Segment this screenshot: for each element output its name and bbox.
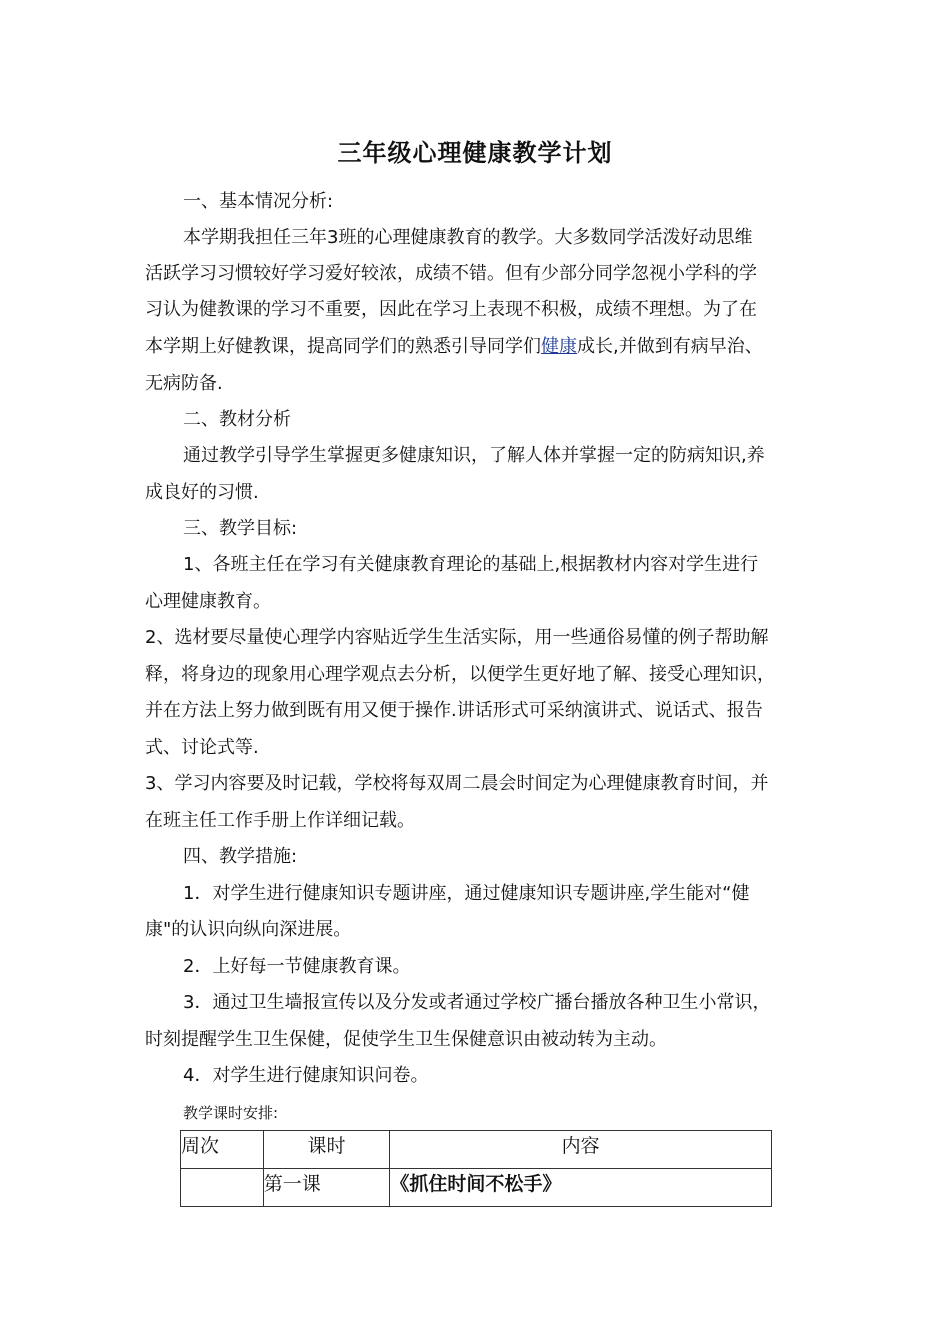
schedule-label: 教学课时安排:	[183, 1104, 279, 1122]
schedule-table	[180, 1130, 772, 1207]
paragraph-line: 通过教学引导学生掌握更多健康知识，了解人体并掌握一定的防病知识,养	[183, 445, 765, 466]
section-heading-basic-analysis: 一、基本情况分析:	[183, 191, 334, 212]
table-header-week: 周次	[181, 1131, 264, 1169]
list-item-line: 在班主任工作手册上作详细记载。	[145, 810, 415, 831]
paragraph-line: 无病防备.	[145, 373, 223, 394]
list-item-line: 释，将身边的现象用心理学观点去分析，以便学生更好地了解、接受心理知识，	[145, 664, 775, 685]
paragraph-text: 成长,并做到有病早治、	[577, 336, 763, 357]
paragraph-text: 本学期上好健教课，提高同学们的熟悉引导同学们	[145, 336, 541, 357]
section-heading-measures: 四、教学措施:	[183, 846, 298, 867]
document-title: 三年级心理健康教学计划	[337, 139, 613, 167]
list-item-line: 1．对学生进行健康知识专题讲座，通过健康知识专题讲座,学生能对“健	[183, 883, 750, 904]
list-item-line: 4．对学生进行健康知识问卷。	[183, 1065, 429, 1086]
paragraph-line: 本学期我担任三年3班的心理健康教育的教学。大多数同学活泼好动思维	[183, 227, 753, 248]
list-item-line: 2．上好每一节健康教育课。	[183, 956, 411, 977]
paragraph-line: 习认为健教课的学习不重要，因此在学习上表现不积极，成绩不理想。为了在	[145, 299, 757, 320]
table-cell-week	[181, 1169, 264, 1207]
table-row	[181, 1169, 772, 1207]
table-header-lesson: 课时	[263, 1131, 390, 1169]
list-item-line: 时刻提醒学生卫生保健，促使学生卫生保健意识由被动转为主动。	[145, 1029, 667, 1050]
list-item-line: 3．通过卫生墙报宣传以及分发或者通过学校广播台播放各种卫生小常识，	[183, 992, 771, 1013]
list-item-line: 康"的认识向纵向深进展。	[145, 919, 352, 940]
section-heading-goals: 三、教学目标:	[183, 518, 298, 539]
health-link[interactable]: 健康	[541, 336, 577, 357]
table-cell-lesson: 第一课	[263, 1169, 390, 1207]
list-item-line: 心理健康教育。	[145, 591, 271, 612]
table-cell-content: 《抓住时间不松手》	[390, 1169, 772, 1207]
list-item-line: 式、讨论式等.	[145, 737, 259, 758]
list-item-line: 3、学习内容要及时记载，学校将每双周二晨会时间定为心理健康教育时间，并	[145, 773, 769, 794]
list-item-line: 并在方法上努力做到既有用又便于操作.讲话形式可采纳演讲式、说话式、报告	[145, 700, 763, 721]
section-heading-materials: 二、教材分析	[183, 409, 291, 430]
list-item-line: 2、选材要尽量使心理学内容贴近学生生活实际，用一些通俗易懂的例子帮助解	[145, 627, 769, 648]
list-item-line: 1、各班主任在学习有关健康教育理论的基础上,根据教材内容对学生进行	[183, 554, 759, 575]
table-header-row	[181, 1131, 772, 1169]
paragraph-line	[145, 335, 763, 359]
paragraph-line: 成良好的习惯.	[145, 482, 259, 503]
table-header-content: 内容	[390, 1131, 772, 1169]
paragraph-line: 活跃学习习惯较好学习爱好较浓，成绩不错。但有少部分同学忽视小学科的学	[145, 263, 757, 284]
